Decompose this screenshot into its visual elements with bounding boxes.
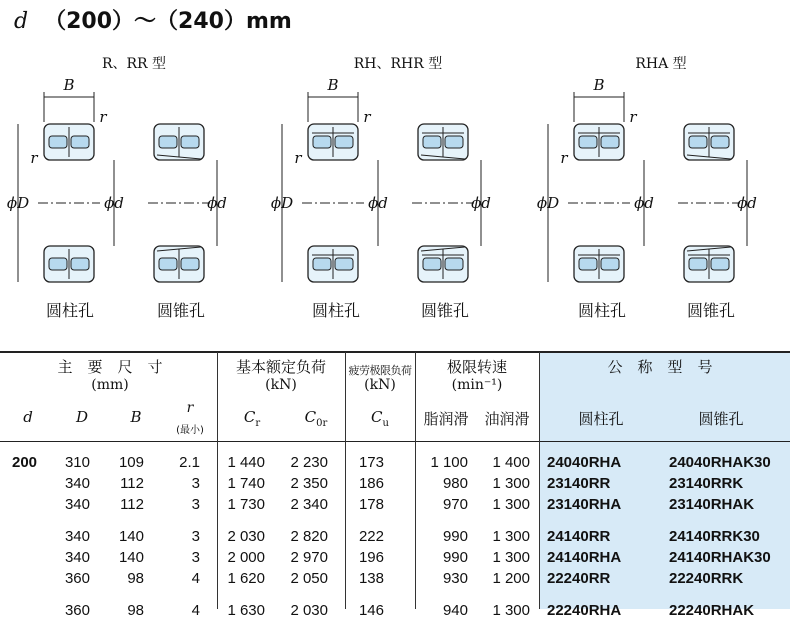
dim-label-r: r — [560, 149, 568, 167]
cell-D: 340 — [64, 528, 90, 545]
subheader-Cu: $C_u$ — [371, 408, 389, 429]
header-model-number: 公 称 型 号 — [607, 358, 713, 376]
cell-model-cylindrical: 24040RHA — [547, 454, 622, 471]
cell-C0r: 2 030 — [290, 602, 328, 619]
dim-label-d: ϕd — [368, 194, 388, 212]
cell-grease-speed: 990 — [442, 549, 468, 566]
table-row — [0, 547, 790, 568]
dim-label-r: r — [30, 149, 38, 167]
roller — [601, 258, 619, 270]
cell-Cr: 1 440 — [227, 454, 265, 471]
dim-label-D: ϕD — [270, 194, 294, 212]
roller — [711, 136, 729, 148]
type-label-rha: RHA 型 — [635, 56, 687, 72]
table-row — [0, 526, 790, 547]
table-row — [0, 473, 790, 494]
cell-Cu: 138 — [358, 570, 384, 587]
header-main-dimensions: 主 要 尺 寸 — [57, 358, 163, 376]
cell-D: 340 — [64, 496, 90, 513]
cell-oil-speed: 1 400 — [492, 454, 530, 471]
bore-label-cylindrical-1: 圆柱孔 — [45, 301, 95, 320]
roller — [423, 258, 441, 270]
bore-label-tapered-3: 圆锥孔 — [686, 301, 736, 320]
roller — [689, 258, 707, 270]
cell-D: 360 — [64, 602, 90, 619]
cell-model-tapered: 24040RHAK30 — [669, 454, 771, 471]
header-fatigue-unit: (kN) — [364, 377, 396, 393]
dim-label-r: r — [363, 108, 371, 126]
cell-B: 112 — [120, 475, 144, 492]
header-speed-limit: 极限转速 — [446, 358, 508, 376]
cell-D: 360 — [64, 570, 90, 587]
roller — [71, 136, 89, 148]
cell-model-tapered: 23140RRK — [669, 475, 744, 492]
cell-C0r: 2 230 — [290, 454, 328, 471]
cell-D: 310 — [64, 454, 90, 471]
dim-label-r: r — [99, 108, 107, 126]
cell-B: 140 — [118, 528, 144, 545]
cell-Cu: 186 — [358, 475, 384, 492]
cell-model-cylindrical: 23140RR — [547, 475, 611, 492]
table-header-rule — [0, 441, 790, 442]
roller — [181, 136, 199, 148]
roller — [313, 258, 331, 270]
subheader-cylindrical-bore: 圆柱孔 — [578, 410, 624, 428]
cell-oil-speed: 1 300 — [492, 496, 530, 513]
cell-Cr: 1 620 — [227, 570, 265, 587]
cell-grease-speed: 990 — [442, 528, 468, 545]
header-fatigue-limit: 疲劳极限负荷 — [348, 364, 412, 377]
title-range: （200）～（240）mm — [44, 9, 292, 34]
cell-r: 3 — [191, 475, 200, 492]
dim-label-B: B — [327, 76, 339, 94]
dim-label-d: ϕd — [634, 194, 654, 212]
subheader-r-min: (最小) — [176, 425, 204, 436]
cell-Cr: 2 000 — [227, 549, 265, 566]
cell-D: 340 — [64, 549, 90, 566]
cell-oil-speed: 1 200 — [492, 570, 530, 587]
cell-Cu: 178 — [358, 496, 384, 513]
table-row — [0, 600, 790, 621]
dim-label-d: ϕd — [471, 194, 491, 212]
cell-model-cylindrical: 22240RR — [547, 570, 611, 587]
roller — [711, 258, 729, 270]
dim-label-r: r — [629, 108, 637, 126]
cell-r: 4 — [191, 602, 200, 619]
cell-Cu: 173 — [358, 454, 384, 471]
subheader-B: B — [130, 408, 142, 426]
cell-model-cylindrical: 24140RHA — [547, 549, 622, 566]
cell-r: 2.1 — [179, 454, 200, 471]
cell-C0r: 2 820 — [290, 528, 328, 545]
table-row — [0, 568, 790, 589]
cell-r: 3 — [191, 528, 200, 545]
cell-model-tapered: 22240RHAK — [669, 602, 755, 619]
cell-Cu: 196 — [358, 549, 384, 566]
cell-grease-speed: 940 — [442, 602, 468, 619]
header-load-rating: 基本额定负荷 — [235, 358, 327, 376]
subheader-oil: 油润滑 — [484, 410, 530, 428]
dim-label-r: r — [294, 149, 302, 167]
table-top-rule — [0, 351, 790, 353]
dim-label-d: ϕd — [737, 194, 757, 212]
cell-Cu: 146 — [358, 602, 384, 619]
dim-label-d: ϕd — [104, 194, 124, 212]
cell-C0r: 2 970 — [290, 549, 328, 566]
bore-label-cylindrical-2: 圆柱孔 — [311, 301, 361, 320]
cell-r: 3 — [191, 496, 200, 513]
dim-label-B: B — [63, 76, 75, 94]
bore-label-tapered-2: 圆锥孔 — [420, 301, 470, 320]
subheader-d: d — [23, 408, 33, 426]
roller — [49, 136, 67, 148]
cell-grease-speed: 1 100 — [430, 454, 468, 471]
cell-grease-speed: 980 — [442, 475, 468, 492]
roller — [71, 258, 89, 270]
roller — [335, 258, 353, 270]
cell-Cr: 2 030 — [227, 528, 265, 545]
bore-label-cylindrical-3: 圆柱孔 — [577, 301, 627, 320]
subheader-r: r — [186, 400, 194, 416]
roller — [313, 136, 331, 148]
header-speed-unit: (min⁻¹) — [451, 377, 503, 393]
cell-D: 340 — [64, 475, 90, 492]
cell-B: 140 — [118, 549, 144, 566]
roller — [689, 136, 707, 148]
cell-B: 112 — [120, 496, 144, 513]
roller — [159, 136, 177, 148]
roller — [579, 258, 597, 270]
roller — [423, 136, 441, 148]
bore-label-tapered-1: 圆锥孔 — [156, 301, 206, 320]
cell-model-cylindrical: 23140RHA — [547, 496, 622, 513]
cell-model-cylindrical: 22240RHA — [547, 602, 622, 619]
cell-C0r: 2 340 — [290, 496, 328, 513]
cell-Cr: 1 740 — [227, 475, 265, 492]
cell-model-tapered: 22240RRK — [669, 570, 744, 587]
header-load-unit: (kN) — [265, 377, 297, 393]
dim-label-D: ϕD — [6, 194, 30, 212]
subheader-D: D — [75, 408, 89, 426]
cell-grease-speed: 970 — [442, 496, 468, 513]
cell-oil-speed: 1 300 — [492, 549, 530, 566]
dim-label-B: B — [593, 76, 605, 94]
cell-Cr: 1 630 — [227, 602, 265, 619]
subheader-grease: 脂润滑 — [423, 410, 469, 428]
cell-C0r: 2 350 — [290, 475, 328, 492]
roller — [445, 136, 463, 148]
roller — [49, 258, 67, 270]
cell-d: 200 — [12, 454, 38, 471]
table-row — [0, 494, 790, 515]
roller — [335, 136, 353, 148]
type-label-r-rr: R、RR 型 — [101, 56, 167, 72]
subheader-C0r: $C_{0r}$ — [304, 408, 328, 429]
type-label-rh-rhr: RH、RHR 型 — [353, 56, 443, 72]
roller — [601, 136, 619, 148]
cell-Cr: 1 730 — [227, 496, 265, 513]
cell-B: 109 — [118, 454, 144, 471]
cell-r: 3 — [191, 549, 200, 566]
cell-model-tapered: 23140RHAK — [669, 496, 755, 513]
cell-grease-speed: 930 — [442, 570, 468, 587]
cell-r: 4 — [191, 570, 200, 587]
roller — [445, 258, 463, 270]
cell-C0r: 2 050 — [290, 570, 328, 587]
dim-label-d: ϕd — [207, 194, 227, 212]
roller — [159, 258, 177, 270]
cell-model-tapered: 24140RRK30 — [669, 528, 760, 545]
roller — [181, 258, 199, 270]
cell-oil-speed: 1 300 — [492, 528, 530, 545]
cell-B: 98 — [127, 570, 144, 587]
title-variable: d — [14, 9, 29, 34]
cell-oil-speed: 1 300 — [492, 475, 530, 492]
table-row — [0, 452, 790, 473]
dim-label-D: ϕD — [536, 194, 560, 212]
cell-model-cylindrical: 24140RR — [547, 528, 611, 545]
subheader-Cr: $C_r$ — [243, 408, 261, 429]
subheader-tapered-bore: 圆锥孔 — [698, 410, 744, 428]
roller — [579, 136, 597, 148]
header-main-unit: (mm) — [91, 377, 129, 393]
cell-B: 98 — [127, 602, 144, 619]
cell-oil-speed: 1 300 — [492, 602, 530, 619]
cell-Cu: 222 — [358, 528, 384, 545]
cell-model-tapered: 24140RHAK30 — [669, 549, 771, 566]
